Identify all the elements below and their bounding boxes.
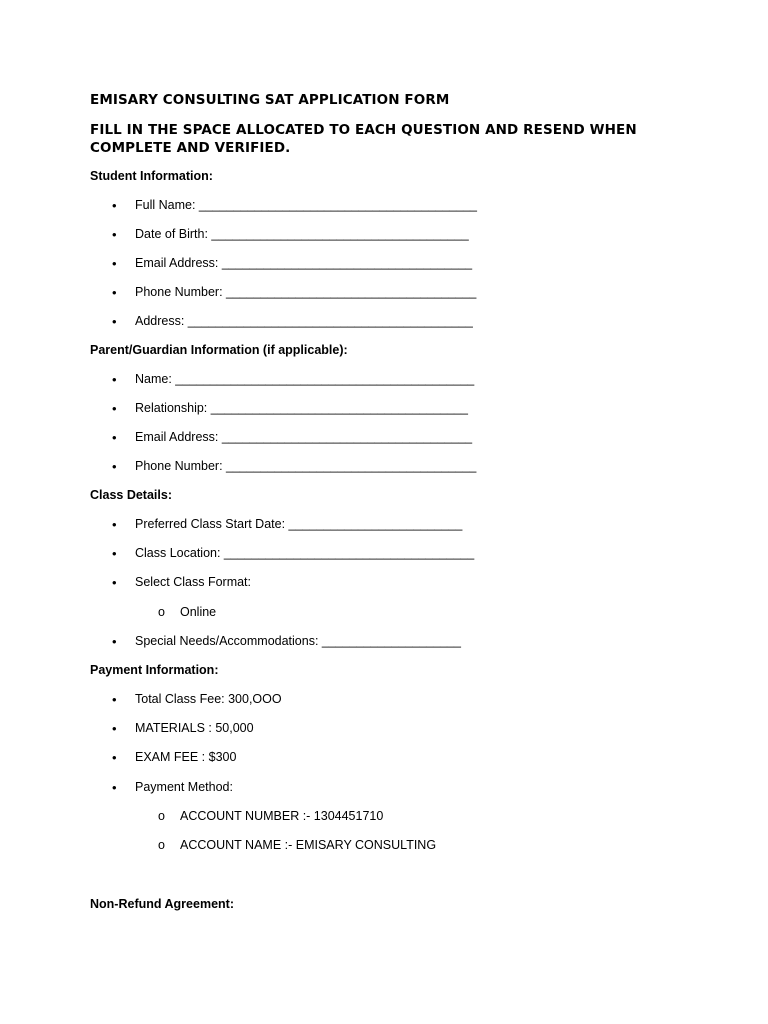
payment-method-label: Payment Method: xyxy=(135,780,233,794)
total-class-fee: Total Class Fee: 300,OOO xyxy=(135,692,282,706)
bullet-icon: • xyxy=(112,634,117,649)
bullet-icon: • xyxy=(112,285,117,300)
parent-relationship-field: Relationship: _____________________________________ xyxy=(135,401,468,415)
non-refund-heading: Non-Refund Agreement: xyxy=(90,897,234,911)
payment-info-heading: Payment Information: xyxy=(90,663,219,677)
account-name: ACCOUNT NAME :- EMISARY CONSULTING xyxy=(180,838,437,852)
bullet-icon: • xyxy=(112,401,117,416)
class-format-option-online: Online xyxy=(180,605,217,619)
bullet-icon: • xyxy=(112,256,117,271)
account-number: ACCOUNT NUMBER :- 1304451710 xyxy=(180,809,384,823)
bullet-icon: • xyxy=(112,546,117,561)
materials-fee: MATERIALS : 50,000 xyxy=(135,721,254,735)
class-location-field: Class Location: ____________________________________ xyxy=(135,546,475,560)
student-full-name-field: Full Name: ________________________________________ xyxy=(135,198,477,212)
parent-email-field: Email Address: ____________________________________ xyxy=(135,430,473,444)
form-title: EMISARY CONSULTING SAT APPLICATION FORM xyxy=(90,92,450,108)
exam-fee: EXAM FEE : $300 xyxy=(135,750,237,764)
class-details-heading: Class Details: xyxy=(90,488,172,502)
bullet-icon: • xyxy=(112,459,117,474)
sub-bullet-icon: o xyxy=(158,838,165,852)
bullet-icon: • xyxy=(112,430,117,445)
bullet-icon: • xyxy=(112,692,117,707)
bullet-icon: • xyxy=(112,575,117,590)
bullet-icon: • xyxy=(112,198,117,213)
bullet-icon: • xyxy=(112,372,117,387)
bullet-icon: • xyxy=(112,721,117,736)
class-format-label: Select Class Format: xyxy=(135,575,252,589)
student-info-heading: Student Information: xyxy=(90,169,213,183)
class-start-date-field: Preferred Class Start Date: _________________________ xyxy=(135,517,463,531)
parent-phone-field: Phone Number: ____________________________________ xyxy=(135,459,477,473)
sub-bullet-icon: o xyxy=(158,809,165,823)
bullet-icon: • xyxy=(112,750,117,765)
special-needs-field: Special Needs/Accommodations: ____________________ xyxy=(135,634,461,648)
bullet-icon: • xyxy=(112,780,117,795)
parent-name-field: Name: ___________________________________________ xyxy=(135,372,475,386)
parent-info-heading: Parent/Guardian Information (if applicable): xyxy=(90,343,348,357)
bullet-icon: • xyxy=(112,227,117,242)
bullet-icon: • xyxy=(112,314,117,329)
student-date-of-birth-field: Date of Birth: _____________________________________ xyxy=(135,227,469,241)
form-instructions: FILL IN THE SPACE ALLOCATED TO EACH QUESTION AND RESEND WHEN COMPLETE AND VERIFIED. xyxy=(90,122,637,156)
sub-bullet-icon: o xyxy=(158,605,165,619)
student-phone-field: Phone Number: ____________________________________ xyxy=(135,285,477,299)
student-address-field: Address: _________________________________________ xyxy=(135,314,473,328)
bullet-icon: • xyxy=(112,517,117,532)
student-email-field: Email Address: ____________________________________ xyxy=(135,256,473,270)
